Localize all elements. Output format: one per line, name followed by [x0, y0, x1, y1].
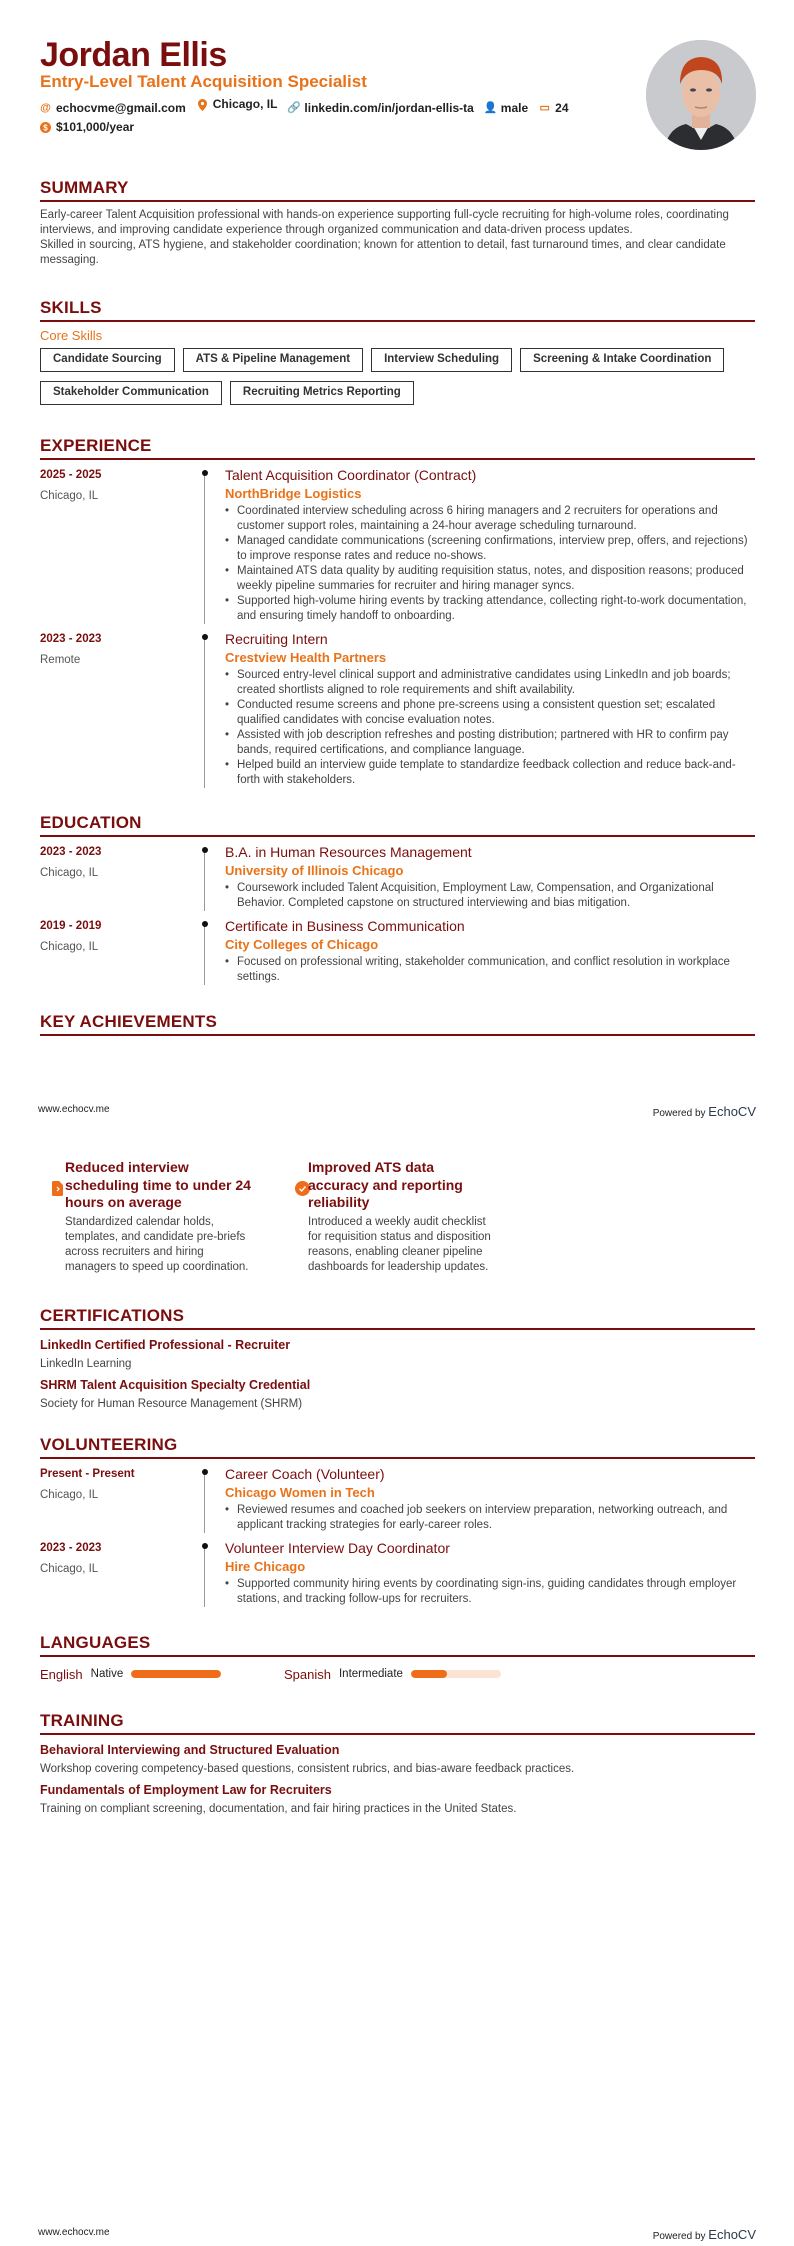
entry-organization: NorthBridge Logistics	[225, 486, 362, 501]
section-heading: EXPERIENCE	[40, 436, 152, 455]
timeline-line	[204, 1469, 205, 1533]
skill-chip: Interview Scheduling	[371, 348, 512, 372]
svg-text:$: $	[43, 123, 48, 132]
bullet-item: • Focused on professional writing, stakeholder communication, and conflict resolution in workplace settings.	[225, 955, 755, 985]
timeline-dot	[202, 634, 208, 640]
experience-list	[40, 466, 755, 788]
section-divider	[40, 1457, 755, 1459]
summary-text: Early-career Talent Acquisition professional with hands-on experience supporting full-cycle recruiting for high-volume roles, coordinating interviews, and improving candidate experience through organized communication and data-driven process updates.	[40, 209, 729, 236]
entry-bullets	[225, 881, 755, 911]
bullet-item: • Conducted resume screens and phone pre-screens using a consistent question set; escalated qualified candidates with concise evaluation notes.	[225, 698, 755, 728]
timeline-dot	[202, 470, 208, 476]
page-footer	[38, 2227, 756, 2242]
at-icon: @	[40, 101, 51, 114]
bullet-item: • Helped build an interview guide template to standardize feedback collection and reduce back-and-forth with stakeholders.	[225, 758, 755, 788]
entry-location: Chicago, IL	[40, 941, 99, 953]
timeline-entry	[40, 843, 755, 911]
footer-brand: EchoCV	[708, 1104, 756, 1119]
timeline-line	[204, 1543, 205, 1607]
skill-chip: Recruiting Metrics Reporting	[230, 381, 414, 405]
entry-date: Present - Present	[40, 1468, 135, 1480]
bullet-item: • Assisted with job description refreshes and posting distribution; partnered with HR to confirm pay bands, required certifications, and compliance language.	[225, 728, 755, 758]
contact-text: echocvme@gmail.com	[56, 100, 186, 115]
timeline-entry	[40, 917, 755, 985]
entry-organization: Crestview Health Partners	[225, 650, 387, 665]
entry-location: Remote	[40, 654, 81, 666]
certifications-section	[40, 1306, 755, 1416]
location-pin-icon	[197, 99, 208, 111]
calendar-icon: ▭	[539, 101, 550, 114]
timeline-dot	[202, 847, 208, 853]
volunteering-section	[40, 1435, 755, 1613]
timeline-entry	[40, 1465, 755, 1533]
entry-bullets	[225, 955, 755, 985]
achievements-list	[40, 1159, 526, 1275]
achievement-title: Reduced interview scheduling time to under 24 hours on average	[65, 1159, 251, 1210]
skill-chips	[40, 348, 755, 405]
contact-text: male	[500, 100, 529, 115]
entry-content	[225, 917, 755, 985]
entry-location: Chicago, IL	[40, 1489, 99, 1501]
section-heading: CERTIFICATIONS	[40, 1306, 185, 1325]
entry-content	[225, 630, 755, 788]
section-heading: SKILLS	[40, 298, 102, 317]
entry-meta	[40, 843, 225, 911]
contact-text: Chicago, IL	[212, 97, 278, 111]
bullet-item: • Supported high-volume hiring events by tracking attendance, collecting right-to-work documentation, and ensuring timely handoff to onboarding.	[225, 594, 755, 624]
education-section	[40, 813, 755, 991]
section-divider	[40, 200, 755, 202]
entry-meta	[40, 917, 225, 985]
skills-section	[40, 298, 755, 405]
achievement-text	[65, 1159, 255, 1275]
achievement-description: Introduced a weekly audit checklist for requisition status and disposition reasons, enabling cleaner pipeline dashboards for leadership updates.	[308, 1215, 491, 1273]
contact-text: $101,000/year	[56, 119, 135, 134]
training-list	[40, 1741, 755, 1819]
footer-brand: EchoCV	[708, 2227, 756, 2242]
section-heading: TRAINING	[40, 1711, 124, 1730]
resume-page-2	[0, 1123, 794, 2246]
entry-content	[225, 1539, 755, 1607]
timeline-line	[204, 847, 205, 911]
section-divider	[40, 1733, 755, 1735]
experience-section	[40, 436, 755, 794]
entry-location: Chicago, IL	[40, 490, 99, 502]
salary-icon	[40, 122, 51, 133]
entry-date: 2023 - 2023	[40, 1542, 102, 1554]
skill-group-label: Core Skills	[40, 328, 103, 343]
entry-title: Recruiting Intern	[225, 631, 328, 647]
entry-meta	[40, 1465, 225, 1533]
entry-content	[225, 466, 755, 624]
section-heading: KEY ACHIEVEMENTS	[40, 1012, 218, 1031]
achievement-description: Standardized calendar holds, templates, and candidate pre-briefs across recruiters and hiring managers to speed up coordination.	[65, 1215, 249, 1273]
entry-content	[225, 1465, 755, 1533]
languages-section	[40, 1633, 755, 1685]
bullet-item: • Coursework included Talent Acquisition, Employment Law, Compensation, and Organizational Behavior. Completed capstone on structured interviewing and bias mitigation.	[225, 881, 755, 911]
profile-photo	[646, 40, 756, 150]
language-item	[284, 1667, 528, 1682]
training-description: Training on compliant screening, documentation, and fair hiring practices in the United States.	[40, 1803, 517, 1815]
section-divider	[40, 1328, 755, 1330]
summary-section	[40, 178, 755, 268]
bullet-item: • Reviewed resumes and coached job seekers on interview preparation, networking outreach, and applicant tracking strategies for early-career roles.	[225, 1503, 755, 1533]
entry-organization: University of Illinois Chicago	[225, 863, 404, 878]
timeline-line	[204, 634, 205, 788]
contact-item	[40, 118, 134, 137]
section-divider	[40, 1655, 755, 1657]
proficiency-fill	[411, 1670, 447, 1678]
section-heading: LANGUAGES	[40, 1633, 151, 1652]
link-icon: 🔗	[287, 101, 301, 114]
entry-bullets	[225, 504, 755, 624]
skill-chip: Stakeholder Communication	[40, 381, 222, 405]
job-title: Entry-Level Talent Acquisition Specialist	[40, 72, 367, 91]
contact-item	[40, 99, 186, 118]
language-name: Spanish	[284, 1666, 331, 1682]
proficiency-fill	[131, 1670, 221, 1678]
entry-bullets	[225, 1503, 755, 1533]
contact-item	[197, 95, 278, 114]
contact-item	[485, 99, 528, 118]
timeline-dot	[202, 921, 208, 927]
achievement-item	[40, 1159, 283, 1275]
section-divider	[40, 320, 755, 322]
entry-bullets	[225, 1577, 755, 1607]
volunteering-list	[40, 1465, 755, 1607]
certification-title: SHRM Talent Acquisition Specialty Credential	[40, 1378, 311, 1392]
summary-text: Skilled in sourcing, ATS hygiene, and stakeholder coordination; known for attention to detail, fast turnaround times, and clear candidate messaging.	[40, 239, 726, 266]
bullet-item: • Managed candidate communications (screening confirmations, interview prep, offers, and rejections) to improve response rates and reduce no-shows.	[225, 534, 755, 564]
entry-meta	[40, 1539, 225, 1607]
contact-text: 24	[555, 100, 569, 115]
language-item	[40, 1667, 284, 1682]
document-icon	[40, 1159, 65, 1275]
skill-chip: Screening & Intake Coordination	[520, 348, 724, 372]
contact-item	[539, 99, 568, 118]
bullet-item: • Coordinated interview scheduling across 6 hiring managers and 2 recruiters for operations and customer support roles, maintaining a 24-hour average scheduling turnaround.	[225, 504, 755, 534]
entry-title: Talent Acquisition Coordinator (Contract)	[225, 467, 477, 483]
skill-chip: ATS & Pipeline Management	[183, 348, 363, 372]
language-name: English	[40, 1666, 83, 1682]
entry-organization: Hire Chicago	[225, 1559, 306, 1574]
contact-info	[40, 95, 600, 139]
certification-issuer: Society for Human Resource Management (SHRM)	[40, 1398, 303, 1410]
section-heading: SUMMARY	[40, 178, 129, 197]
training-title: Behavioral Interviewing and Structured Evaluation	[40, 1743, 340, 1757]
entry-date: 2023 - 2023	[40, 633, 102, 645]
entry-content	[225, 843, 755, 911]
skill-chip: Candidate Sourcing	[40, 348, 175, 372]
achievement-title: Improved ATS data accuracy and reporting reliability	[308, 1159, 463, 1210]
footer-powered-label: Powered by	[652, 2231, 706, 2242]
certification-title: LinkedIn Certified Professional - Recruiter	[40, 1338, 291, 1352]
section-divider	[40, 458, 755, 460]
timeline-dot	[202, 1469, 208, 1475]
certifications-list	[40, 1336, 755, 1414]
entry-date: 2023 - 2023	[40, 846, 102, 858]
entry-title: Career Coach (Volunteer)	[225, 1466, 385, 1482]
person-icon: 👤	[483, 101, 498, 114]
timeline-entry	[40, 466, 755, 624]
language-level: Intermediate	[338, 1668, 403, 1680]
entry-date: 2025 - 2025	[40, 469, 102, 481]
certification-issuer: LinkedIn Learning	[40, 1358, 132, 1370]
proficiency-bar	[411, 1670, 501, 1678]
section-heading: VOLUNTEERING	[40, 1435, 178, 1454]
timeline-entry	[40, 630, 755, 788]
language-level: Native	[90, 1668, 124, 1680]
entry-title: B.A. in Human Resources Management	[225, 844, 472, 860]
achievement-text	[308, 1159, 498, 1275]
languages-list	[40, 1663, 755, 1685]
education-list	[40, 843, 755, 985]
bullet-item: • Supported community hiring events by coordinating sign-ins, guiding candidates through employer stations, and tracking follow-ups for recruiters.	[225, 1577, 755, 1607]
entry-organization: Chicago Women in Tech	[225, 1485, 375, 1500]
entry-meta	[40, 630, 225, 788]
achievements-section	[40, 1012, 755, 1042]
section-divider	[40, 835, 755, 837]
candidate-name: Jordan Ellis	[40, 36, 227, 74]
entry-location: Chicago, IL	[40, 1563, 99, 1575]
bullet-item: • Maintained ATS data quality by auditing requisition status, notes, and disposition reasons; produced weekly pipeline summaries for recruiter and hiring manager syncs.	[225, 564, 755, 594]
achievement-item	[283, 1159, 526, 1275]
timeline-entry	[40, 1539, 755, 1607]
section-heading: EDUCATION	[40, 813, 142, 832]
training-title: Fundamentals of Employment Law for Recruiters	[40, 1783, 332, 1797]
contact-item[interactable]	[288, 99, 473, 118]
page-footer	[38, 1104, 756, 1119]
training-section	[40, 1711, 755, 1821]
bullet-item: • Sourced entry-level clinical support and administrative candidates using LinkedIn and job boards; created shortlists aligned to role requirements and shift availability.	[225, 668, 755, 698]
training-description: Workshop covering competency-based questions, consistent rubrics, and bias-aware feedback practices.	[40, 1763, 575, 1775]
footer-powered-label: Powered by	[652, 1108, 706, 1119]
contact-text: linkedin.com/in/jordan-ellis-ta	[304, 100, 474, 115]
proficiency-bar	[131, 1670, 221, 1678]
footer-site-link[interactable]: www.echocv.me	[38, 2227, 110, 2238]
timeline-line	[204, 470, 205, 624]
timeline-line	[204, 921, 205, 985]
entry-location: Chicago, IL	[40, 867, 99, 879]
entry-bullets	[225, 668, 755, 788]
entry-title: Certificate in Business Communication	[225, 918, 465, 934]
entry-title: Volunteer Interview Day Coordinator	[225, 1540, 450, 1556]
footer-site-link[interactable]: www.echocv.me	[38, 1104, 110, 1115]
timeline-dot	[202, 1543, 208, 1549]
entry-organization: City Colleges of Chicago	[225, 937, 379, 952]
check-circle-icon	[283, 1159, 308, 1275]
entry-meta	[40, 466, 225, 624]
section-divider	[40, 1034, 755, 1036]
entry-date: 2019 - 2019	[40, 920, 102, 932]
